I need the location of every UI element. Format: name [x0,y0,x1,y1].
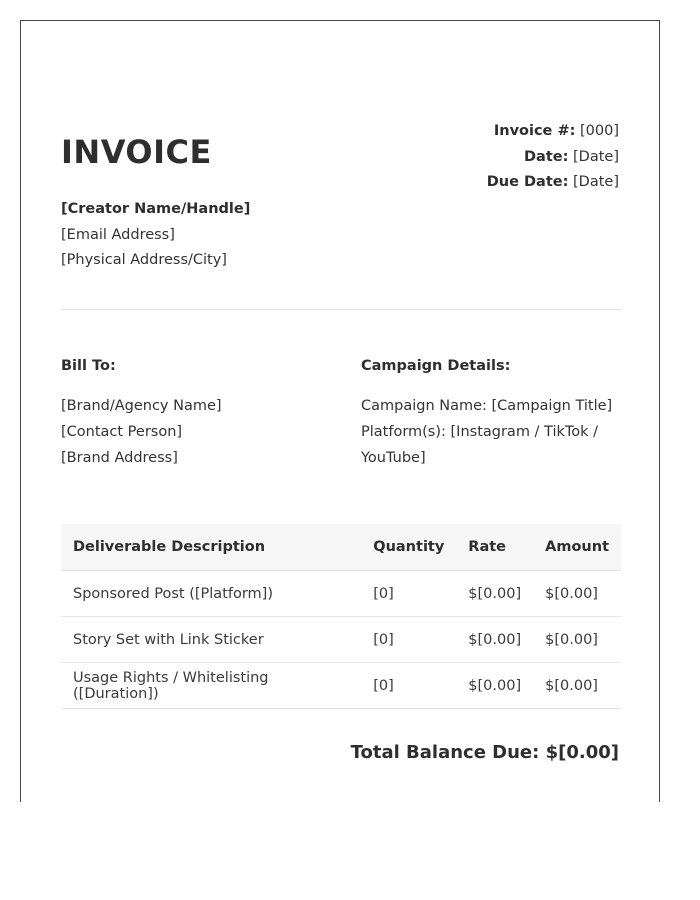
campaign-details-heading: Campaign Details: [361,358,511,374]
header-amount: Amount [533,524,621,571]
due-date-line [487,170,619,196]
invoice-date-value: [Date] [573,148,619,165]
table-header-row [61,524,621,571]
total-balance-due: Total Balance Due: $[0.00] [350,742,619,763]
row-description: Usage Rights / Whitelisting ([Duration]) [61,663,361,709]
sender-block [61,197,250,274]
invoice-number-value: [000] [580,123,619,139]
invoice-date-line [487,145,619,171]
row-description: Story Set with Link Sticker [61,617,361,663]
row-amount: $[0.00] [533,571,621,617]
row-rate: $[0.00] [456,617,533,663]
invoice-date-label: Date: [524,148,569,165]
table-row [61,663,621,709]
header-divider [61,309,621,310]
table-row [61,571,621,617]
header-description: Deliverable Description [61,524,361,571]
row-quantity: [0] [361,663,456,709]
bill-to-contact: [Contact Person] [61,424,183,440]
row-quantity: [0] [361,571,456,617]
row-amount: $[0.00] [533,617,621,663]
deliverables-table [61,524,621,709]
row-description: Sponsored Post ([Platform]) [61,571,361,617]
bill-to-address: [Brand Address] [61,450,178,466]
campaign-name-line: Campaign Name: [Campaign Title] [361,398,613,414]
invoice-meta [487,119,619,196]
invoice-title: INVOICE [61,133,212,171]
creator-address: [Physical Address/City] [61,252,227,268]
invoice-number-label: Invoice #: [493,123,576,139]
creator-email: [Email Address] [61,226,175,243]
invoice-number-line [487,119,619,145]
creator-name: [Creator Name/Handle] [61,201,251,217]
campaign-details-block [361,353,623,471]
row-rate: $[0.00] [456,663,533,709]
bill-to-heading: Bill To: [61,358,116,374]
bill-to-block [61,353,321,471]
row-quantity: [0] [361,617,456,663]
header-rate: Rate [456,524,533,571]
header-quantity: Quantity [361,524,456,571]
row-amount: $[0.00] [533,663,621,709]
bill-to-brand: [Brand/Agency Name] [61,398,222,414]
due-date-label: Due Date: [486,174,569,190]
due-date-value: [Date] [573,174,619,190]
row-rate: $[0.00] [456,571,533,617]
table-row [61,617,621,663]
invoice-sheet [20,20,660,802]
campaign-platforms-line: Platform(s): [Instagram / TikTok / YouTube] [361,424,599,466]
